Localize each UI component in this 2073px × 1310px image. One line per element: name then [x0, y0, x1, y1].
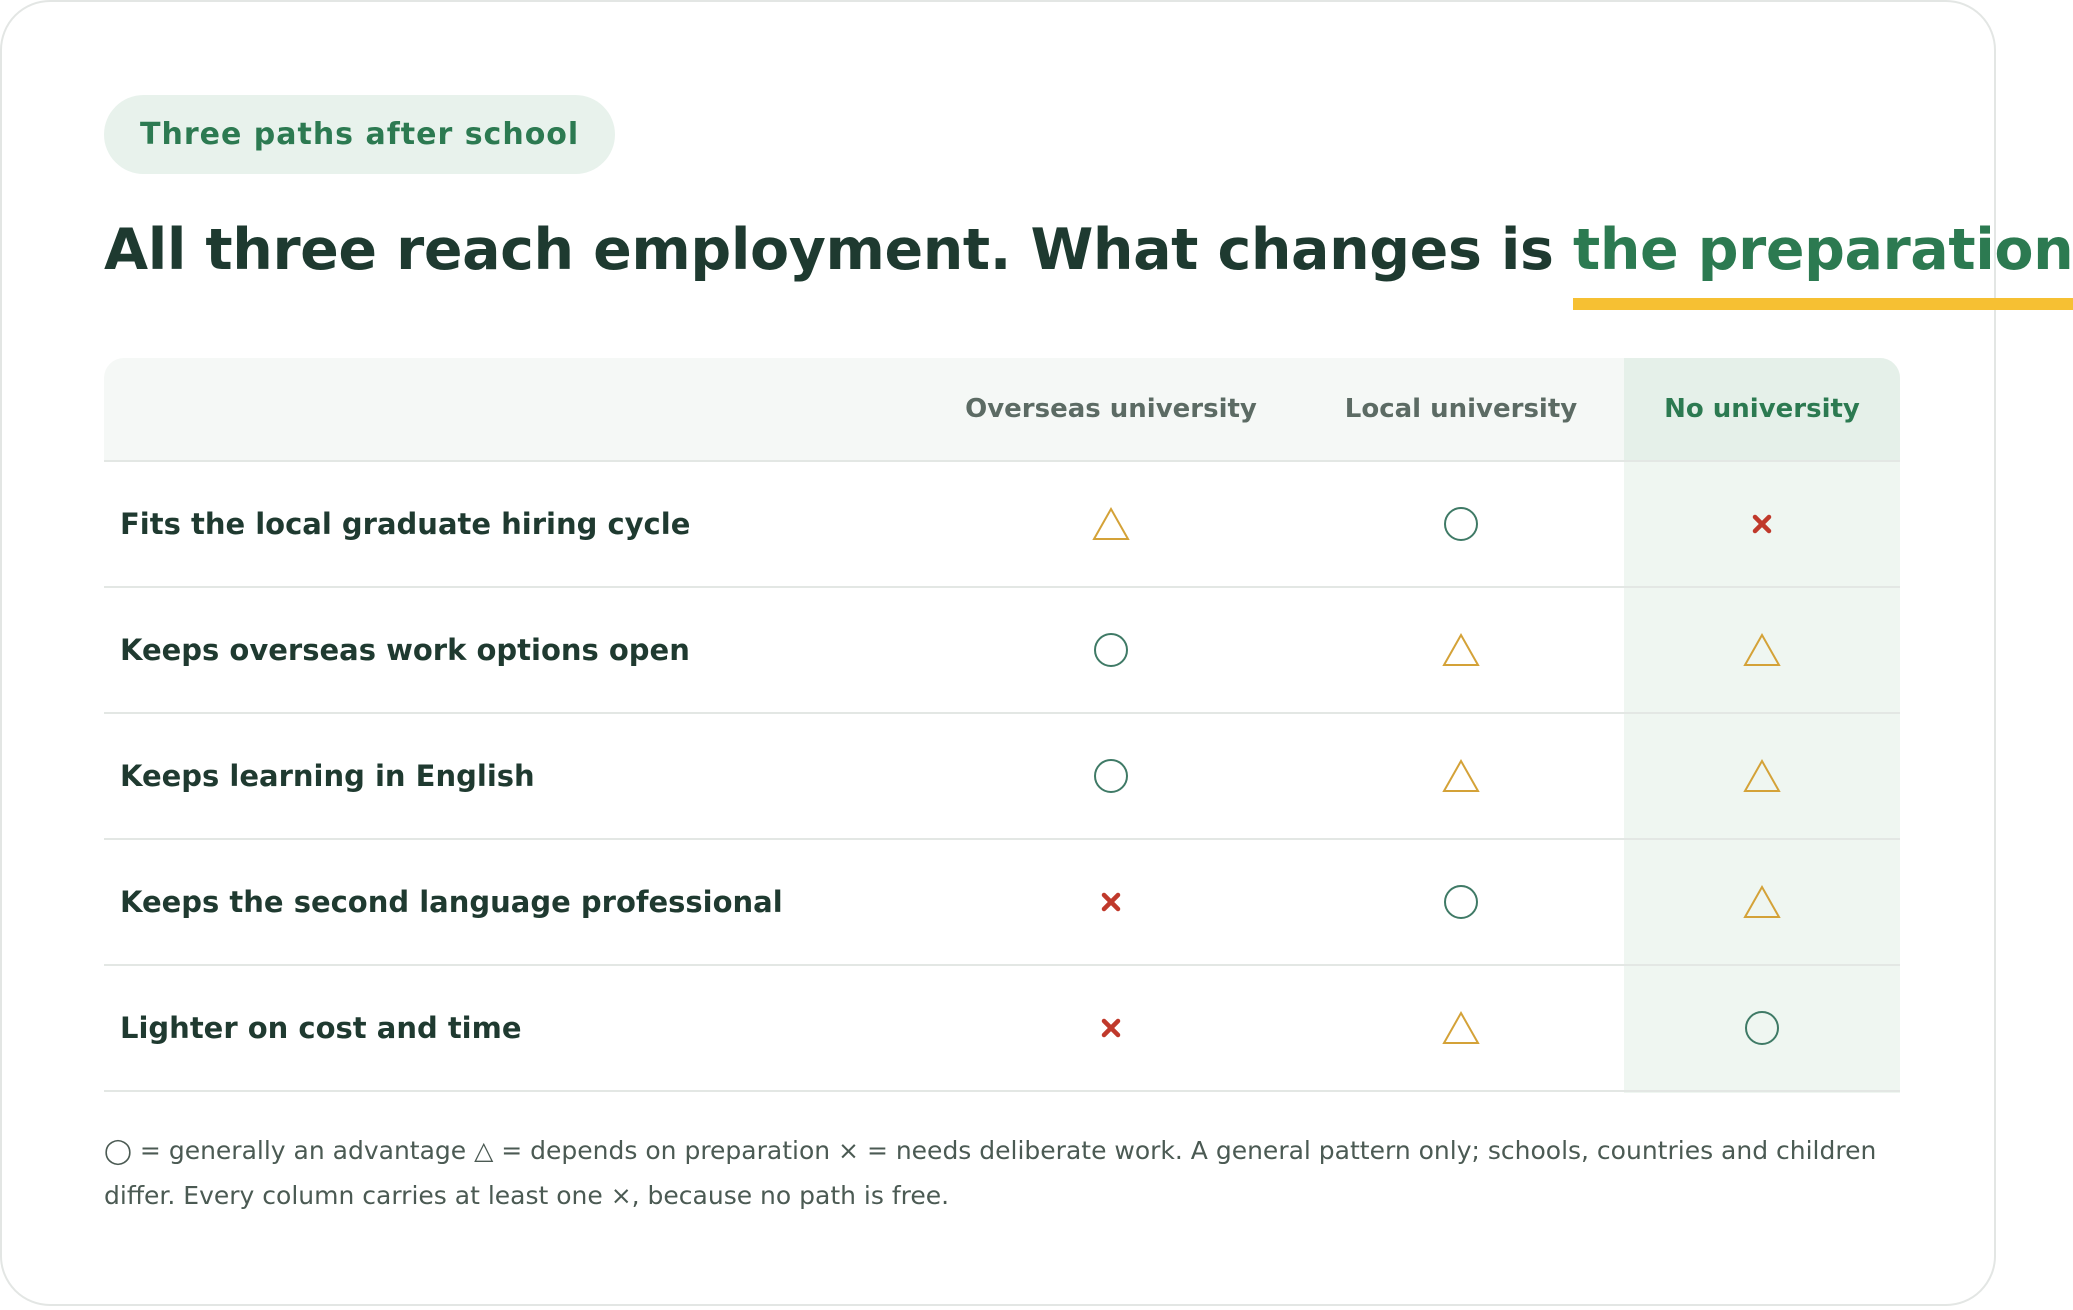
table-cell — [1624, 840, 1900, 964]
circle-icon — [1093, 758, 1129, 794]
table-cell — [1624, 462, 1900, 586]
cross-icon — [1100, 1017, 1122, 1039]
circle-icon — [1443, 884, 1479, 920]
table-cell — [936, 588, 1286, 712]
row-label: Keeps the second language professional — [120, 885, 783, 919]
column-header-no-university: No university — [1624, 358, 1900, 460]
page-title — [104, 214, 2073, 304]
row-label: Keeps overseas work options open — [120, 633, 690, 667]
row-label: Fits the local graduate hiring cycle — [120, 507, 691, 541]
legend-note: ◯ = generally an advantage △ = depends on preparation × = needs deliberate work. A general pattern only; schools, countries and children differ. Every column carries at least one ×, because no path is free. — [104, 1136, 1877, 1210]
table-cell — [1286, 966, 1636, 1090]
column-header-local: Local university — [1344, 394, 1578, 424]
section-tag: Three paths after school — [104, 95, 615, 174]
column-header-overseas: Overseas university — [965, 394, 1257, 424]
circle-icon — [1744, 1010, 1780, 1046]
circle-icon — [1093, 632, 1129, 668]
circle-icon — [1443, 506, 1479, 542]
table-cell — [936, 462, 1286, 586]
table-row — [104, 714, 1900, 840]
table-row — [104, 840, 1900, 966]
table-body — [104, 462, 1900, 1092]
triangle-icon — [1743, 633, 1781, 667]
table-row — [104, 462, 1900, 588]
triangle-icon — [1092, 507, 1130, 541]
table-cell — [936, 714, 1286, 838]
triangle-icon — [1442, 759, 1480, 793]
cross-icon — [1751, 513, 1773, 535]
comparison-table — [104, 358, 1900, 1092]
table-cell — [1286, 462, 1636, 586]
cross-icon — [1100, 891, 1122, 913]
table-row — [104, 588, 1900, 714]
table-row — [104, 966, 1900, 1092]
table-header — [104, 358, 1900, 462]
row-label: Lighter on cost and time — [120, 1011, 522, 1045]
triangle-icon — [1743, 885, 1781, 919]
table-cell — [936, 840, 1286, 964]
triangle-icon — [1442, 633, 1480, 667]
page-title-highlight: the preparation — [1573, 214, 2073, 286]
row-label: Keeps learning in English — [120, 759, 535, 793]
page-title-lead: All three reach employment. What changes is — [104, 217, 1574, 283]
table-cell — [1624, 714, 1900, 838]
table-cell — [1624, 588, 1900, 712]
table-cell — [1624, 966, 1900, 1090]
table-cell — [1286, 840, 1636, 964]
table-cell — [936, 966, 1286, 1090]
triangle-icon — [1442, 1011, 1480, 1045]
triangle-icon — [1743, 759, 1781, 793]
table-cell — [1286, 714, 1636, 838]
table-cell — [1286, 588, 1636, 712]
